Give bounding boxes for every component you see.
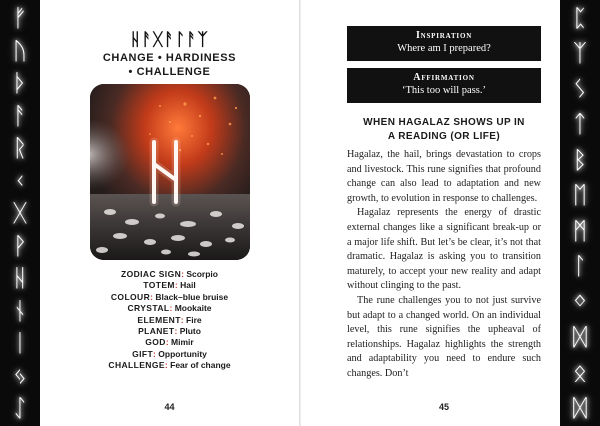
rune-glyph: ᚢ bbox=[12, 36, 28, 65]
attribute-separator: : bbox=[164, 360, 168, 371]
inspiration-text: Where am I prepared? bbox=[397, 43, 491, 54]
rune-glyph: ᚾ bbox=[12, 296, 28, 325]
rune-glyph: ᛞ bbox=[572, 393, 588, 422]
rune-glyph: ᚠ bbox=[12, 4, 28, 32]
attribute-row bbox=[40, 280, 299, 291]
rune-glyph: ᛗ bbox=[572, 216, 588, 245]
attribute-separator: : bbox=[181, 269, 184, 279]
attribute-value: Opportunity bbox=[158, 348, 207, 359]
attribute-separator: : bbox=[169, 303, 173, 314]
attribute-key: ZODIAC SIGN bbox=[121, 269, 182, 279]
attribute-separator: : bbox=[150, 291, 153, 302]
keywords-line-2: • CHALLENGE bbox=[128, 66, 211, 78]
rune-glyph: ᛖ bbox=[572, 181, 588, 210]
rune-glyph: ᛉ bbox=[572, 39, 588, 68]
right-rune-border bbox=[560, 0, 600, 426]
attribute-value: Hail bbox=[180, 280, 196, 291]
attribute-key: TOTEM bbox=[143, 280, 175, 291]
attribute-separator: : bbox=[153, 348, 156, 359]
card-illustration bbox=[90, 84, 250, 260]
attribute-value: Pluto bbox=[179, 326, 201, 337]
paragraph-1: Hagalaz, the hail, brings devastation to crops and livestock. This rune signifies that profound change can also lead to adaptation and new growth, to evolution in response to challenges. bbox=[347, 149, 541, 204]
attribute-row bbox=[40, 326, 299, 337]
rune-glyph: ᛞ bbox=[572, 323, 588, 352]
attribute-row bbox=[40, 269, 299, 280]
attribute-row bbox=[40, 292, 299, 303]
affirmation-text: ‘This too will pass.’ bbox=[402, 85, 486, 96]
paragraph-2: Hagalaz represents the energy of drastic external changes like a significant break-up or a major life shift. But let’s be clear, it’s not that dramatic. Hagalaz is asking you to transition maturely, to accept your new reality and adapt without clinging to the past. bbox=[347, 207, 541, 292]
attribute-key: PLANET bbox=[138, 326, 175, 337]
page-number-left: 44 bbox=[164, 402, 175, 412]
rune-glyph: ᛃ bbox=[12, 361, 28, 390]
body-text bbox=[347, 148, 541, 382]
attribute-row bbox=[40, 303, 299, 314]
attribute-key: ELEMENT bbox=[137, 314, 181, 325]
rune-attributes bbox=[40, 269, 299, 372]
rune-glyph: ᛇ bbox=[12, 394, 28, 422]
inspiration-label: Inspiration bbox=[415, 30, 473, 41]
page-number-right: 45 bbox=[438, 402, 449, 412]
attribute-value: Mookaite bbox=[174, 303, 212, 314]
rune-glyph: ᚦ bbox=[12, 69, 28, 97]
rune-glyph: ᛁ bbox=[12, 329, 28, 357]
attribute-key: CRYSTAL bbox=[127, 303, 170, 314]
attribute-separator: : bbox=[174, 326, 178, 337]
inspiration-box bbox=[347, 26, 541, 61]
rune-title: ᚺᚨᚷᚨᛚᚨᛉ bbox=[130, 30, 209, 50]
attribute-row bbox=[40, 349, 299, 360]
attribute-value: Black–blue bruise bbox=[155, 291, 229, 302]
rune-glyph: ᛜ bbox=[572, 287, 588, 316]
attribute-key: GOD bbox=[145, 337, 166, 348]
attribute-row bbox=[40, 360, 299, 371]
attribute-row bbox=[40, 337, 299, 348]
rune-glyph: ᚨ bbox=[12, 101, 28, 130]
attribute-separator: : bbox=[165, 337, 169, 348]
right-page bbox=[301, 0, 560, 426]
attribute-key: COLOUR bbox=[110, 291, 151, 302]
attribute-key: GIFT bbox=[132, 348, 154, 359]
rune-glyph: ᛏ bbox=[572, 110, 588, 139]
left-page bbox=[40, 0, 299, 426]
rune-glyph: ᛒ bbox=[572, 145, 588, 174]
hagalaz-rune-card bbox=[90, 84, 250, 260]
rune-glyph: ᛊ bbox=[572, 74, 588, 103]
rune-glyph: ᚹ bbox=[12, 231, 28, 260]
rune-keywords bbox=[40, 51, 299, 79]
rune-glyph: ᛚ bbox=[572, 252, 588, 281]
attribute-separator: : bbox=[174, 280, 178, 291]
paragraph-3: The rune challenges you to not just survive but adapt to a changed world. On an individual level, this rune signifies the upheaval of relationships. Hagalaz highlights the strength and adaptability you need to endure such changes. Don’t bbox=[347, 294, 541, 379]
rune-glyph: ᛈ bbox=[572, 4, 588, 32]
section-heading-line-1: WHEN HAGALAZ SHOWS UP IN bbox=[363, 117, 525, 128]
affirmation-label: Affirmation bbox=[413, 72, 475, 83]
section-heading-line-2: A READING (OR LIFE) bbox=[387, 131, 501, 142]
attribute-value: Mimir bbox=[171, 337, 194, 348]
attribute-value: Fire bbox=[186, 314, 202, 325]
left-rune-border bbox=[0, 0, 40, 426]
rune-glyph: ᚱ bbox=[12, 134, 28, 162]
rune-glyph: ᚲ bbox=[12, 166, 28, 195]
section-heading bbox=[347, 116, 541, 144]
rune-glyph: ᛟ bbox=[572, 358, 588, 387]
rune-glyph: ᚺ bbox=[12, 264, 28, 292]
attribute-separator: : bbox=[180, 314, 184, 325]
rune-glyph: ᚷ bbox=[12, 199, 28, 227]
attribute-row bbox=[40, 315, 299, 326]
attribute-value: Fear of change bbox=[170, 360, 231, 371]
affirmation-box bbox=[347, 68, 541, 103]
keywords-line-1: CHANGE • HARDINESS bbox=[102, 52, 237, 64]
attribute-value: Scorpio bbox=[186, 269, 218, 279]
attribute-key: CHALLENGE bbox=[108, 360, 165, 371]
